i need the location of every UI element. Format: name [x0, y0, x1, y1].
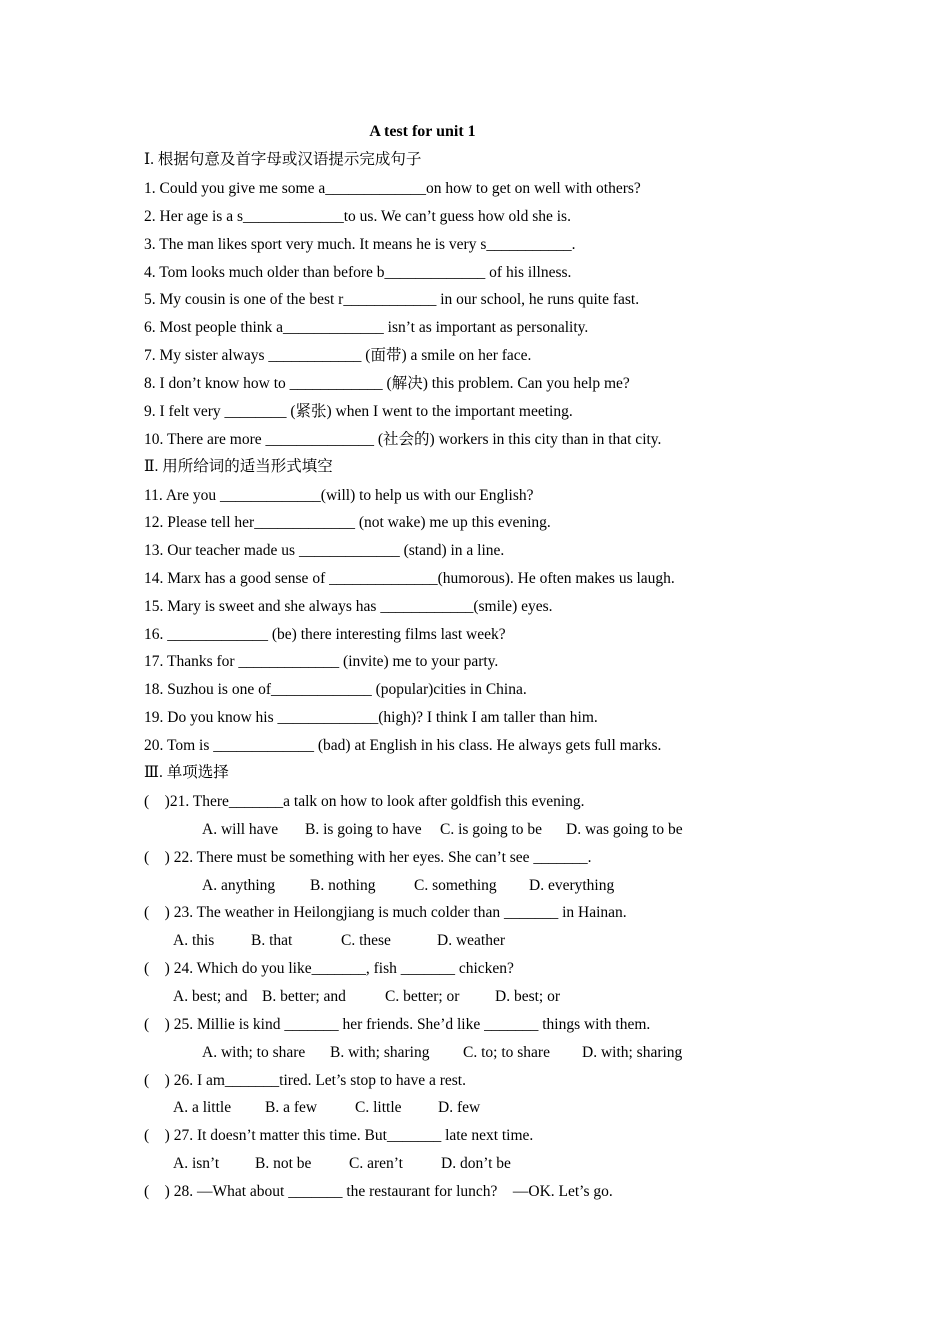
q26-option-a: A. a little: [173, 1099, 232, 1116]
section-2-heading: Ⅱ. 用所给词的适当形式填空: [144, 458, 333, 475]
question-28: ( ) 28. —What about _______ the restaurant for lunch? —OK. Let’s go.: [144, 1183, 613, 1200]
q25-option-a: A. with; to share: [202, 1044, 306, 1061]
question-13: 13. Our teacher made us _____________ (stand) in a line.: [144, 542, 505, 559]
q27-option-a: A. isn’t: [173, 1155, 220, 1172]
q24-option-d: D. best; or: [495, 988, 561, 1005]
q22-option-d: D. everything: [529, 877, 615, 894]
q25-option-b: B. with; sharing: [330, 1044, 430, 1061]
question-9: 9. I felt very ________ (紧张) when I went to the important meeting.: [144, 403, 573, 420]
q25-option-c: C. to; to share: [463, 1044, 550, 1061]
question-22: ( ) 22. There must be something with her eyes. She can’t see _______.: [144, 849, 592, 866]
q23-option-b: B. that: [251, 932, 293, 949]
q24-option-a: A. best; and: [173, 988, 248, 1005]
q22-option-c: C. something: [414, 877, 497, 894]
q24-option-c: C. better; or: [385, 988, 460, 1005]
q27-option-c: C. aren’t: [349, 1155, 403, 1172]
question-20: 20. Tom is _____________ (bad) at English in his class. He always gets full marks.: [144, 737, 662, 754]
q23-option-a: A. this: [173, 932, 215, 949]
question-18: 18. Suzhou is one of_____________ (popular)cities in China.: [144, 681, 527, 698]
question-15: 15. Mary is sweet and she always has ____________(smile) eyes.: [144, 598, 553, 615]
q21-option-a: A. will have: [202, 821, 279, 838]
question-6: 6. Most people think a_____________ isn’t as important as personality.: [144, 319, 589, 336]
question-25: ( ) 25. Millie is kind _______ her friends. She’d like _______ things with them.: [144, 1016, 651, 1033]
q26-option-d: D. few: [438, 1099, 481, 1116]
question-17: 17. Thanks for _____________ (invite) me to your party.: [144, 653, 499, 670]
question-8: 8. I don’t know how to ____________ (解决) this problem. Can you help me?: [144, 375, 630, 392]
q26-option-b: B. a few: [265, 1099, 318, 1116]
question-5: 5. My cousin is one of the best r____________ in our school, he runs quite fast.: [144, 291, 640, 308]
question-12: 12. Please tell her_____________ (not wake) me up this evening.: [144, 514, 551, 531]
question-4: 4. Tom looks much older than before b_____________ of his illness.: [144, 264, 572, 281]
question-11: 11. Are you _____________(will) to help us with our English?: [144, 487, 534, 504]
q22-option-b: B. nothing: [310, 877, 376, 894]
q25-option-d: D. with; sharing: [582, 1044, 683, 1061]
question-1: 1. Could you give me some a_____________on how to get on well with others?: [144, 180, 641, 197]
question-19: 19. Do you know his _____________(high)? I think I am taller than him.: [144, 709, 598, 726]
q26-option-c: C. little: [355, 1099, 402, 1116]
question-24: ( ) 24. Which do you like_______, fish _______ chicken?: [144, 960, 514, 977]
question-16: 16. _____________ (be) there interesting films last week?: [144, 626, 506, 643]
q27-option-d: D. don’t be: [441, 1155, 511, 1172]
question-10: 10. There are more ______________ (社会的) workers in this city than in that city.: [144, 431, 662, 448]
q21-option-d: D. was going to be: [566, 821, 683, 838]
question-2: 2. Her age is a s_____________to us. We can’t guess how old she is.: [144, 208, 571, 225]
question-7: 7. My sister always ____________ (面带) a smile on her face.: [144, 347, 532, 364]
q22-option-a: A. anything: [202, 877, 276, 894]
q23-option-d: D. weather: [437, 932, 505, 949]
question-27: ( ) 27. It doesn’t matter this time. But_______ late next time.: [144, 1127, 534, 1144]
question-14: 14. Marx has a good sense of ______________(humorous). He often makes us laugh.: [144, 570, 675, 587]
q27-option-b: B. not be: [255, 1155, 312, 1172]
section-1-heading: Ⅰ. 根据句意及首字母或汉语提示完成句子: [144, 151, 422, 168]
q24-option-b: B. better; and: [262, 988, 346, 1005]
question-26: ( ) 26. I am_______tired. Let’s stop to have a rest.: [144, 1072, 466, 1089]
section-3-heading: Ⅲ. 单项选择: [144, 764, 229, 781]
q21-option-b: B. is going to have: [305, 821, 422, 838]
page-title: A test for unit 1: [369, 123, 476, 140]
question-3: 3. The man likes sport very much. It means he is very s___________.: [144, 236, 576, 253]
question-21: ( )21. There_______a talk on how to look after goldfish this evening.: [144, 793, 585, 810]
q23-option-c: C. these: [341, 932, 391, 949]
question-23: ( ) 23. The weather in Heilongjiang is much colder than _______ in Hainan.: [144, 904, 627, 921]
q21-option-c: C. is going to be: [440, 821, 543, 838]
